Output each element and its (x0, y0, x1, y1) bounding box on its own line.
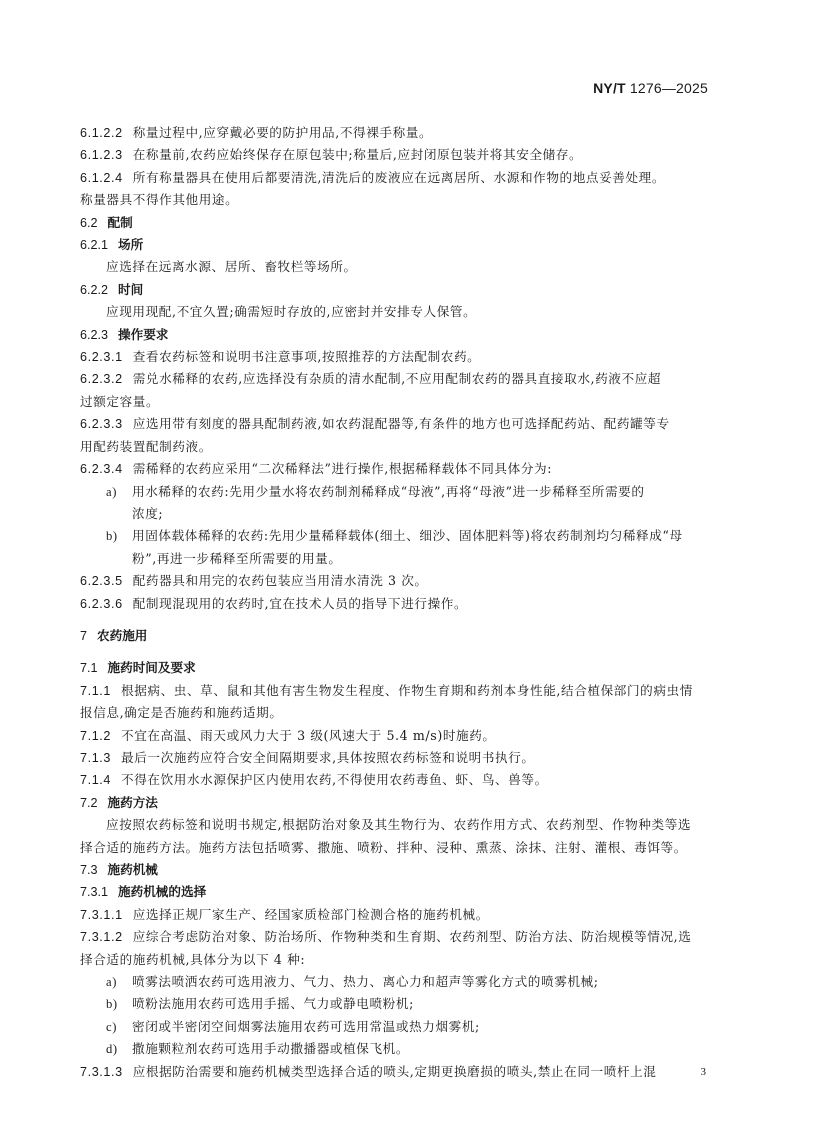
clause-7-3-1-2: 7.3.1.2 应综合考虑防治对象、防治场所、作物种类和生育期、农药剂型、防治方法、防治规模等情况,选 (80, 929, 692, 945)
paragraph-7-2: 应按照农药标签和说明书规定,根据防治对象及其生物行为、农药作用方式、农药剂型、作物种类等选 (106, 817, 692, 833)
clause-6-1-2-2: 6.1.2.2 称量过程中,应穿戴必要的防护用品,不得裸手称量。 (80, 125, 433, 140)
list-item-7-3-1-2-b: b) 喷粉法施用农药可选用手摇、气力或静电喷粉机; (106, 996, 414, 1012)
clause-7-1-1-cont: 报信息,确定是否施药和施药适期。 (80, 705, 283, 721)
clause-6-2-3-5: 6.2.3.5 配药器具和用完的农药包装应当用清水清洗 3 次。 (80, 573, 428, 589)
paragraph-7-2-cont: 择合适的施药方法。施药方法包括喷雾、撒施、喷粉、拌种、浸种、熏蒸、涂抹、注射、灌根、毒饵等。 (80, 839, 687, 855)
clause-7-1-4: 7.1.4 不得在饮用水水源保护区内使用农药,不得使用农药毒鱼、虾、鸟、兽等。 (80, 772, 548, 788)
standard-header (593, 80, 708, 96)
clause-6-1-2-4-cont: 称量器具不得作其他用途。 (80, 192, 239, 208)
page-number: 3 (700, 1066, 706, 1078)
clause-7-3-1-1: 7.3.1.1 应选择正规厂家生产、经国家质检部门检测合格的施药机械。 (80, 906, 489, 922)
clause-7-1-2: 7.1.2 不宜在高温、雨天或风力大于 3 级(风速大于 5.4 m/s)时施药。 (80, 727, 496, 743)
clause-6-2-3-4: 6.2.3.4 需稀释的农药应采用“二次稀释法”进行操作,根据稀释载体不同具体分为: (80, 461, 553, 477)
list-item-7-3-1-2-c: c) 密闭或半密闭空间烟雾法施用农药可选用常温或热力烟雾机; (106, 1018, 480, 1034)
clause-6-2-3-3-cont: 用配药装置配制药液。 (80, 438, 212, 454)
list-item-6-2-3-4-b-cont: 粉”,再进一步稀释至所需要的用量。 (132, 550, 342, 566)
chapter-heading-7: 7 农药施用 (80, 628, 148, 643)
clause-6-1-2-3: 6.1.2.3 在称量前,农药应始终保存在原包装中;称量后,应封闭原包装并将其安全储存。 (80, 147, 583, 163)
list-item-6-2-3-4-a: a) 用水稀释的农药:先用少量水将农药制剂稀释成“母液”,再将“母液”进一步稀释至所需要的 (106, 483, 645, 499)
section-heading-7-1: 7.1 施药时间及要求 (80, 661, 196, 676)
clause-6-2-3-1: 6.2.3.1 查看农药标签和说明书注意事项,按照推荐的方法配制农药。 (80, 349, 481, 365)
section-heading-6-2-2: 6.2.2 时间 (80, 282, 144, 297)
section-heading-6-2: 6.2 配制 (80, 215, 133, 230)
clause-6-2-3-2-cont: 过额定容量。 (80, 393, 160, 409)
clause-6-2-3-3: 6.2.3.3 应选用带有刻度的器具配制药液,如农药混配器等,有条件的地方也可选择配药站、配药罐等专 (80, 416, 670, 432)
section-heading-7-3: 7.3 施药机械 (80, 863, 158, 877)
clause-7-3-1-2-cont: 择合适的施药机械,具体分为以下 4 种: (80, 951, 306, 967)
clause-6-2-3-2: 6.2.3.2 需兑水稀释的农药,应选择没有杂质的清水配制,不应用配制农药的器具直接取水,药液不应超 (80, 371, 662, 387)
clause-7-1-3: 7.1.3 最后一次施药应符合安全间隔期要求,具体按照农药标签和说明书执行。 (80, 749, 535, 765)
standard-code: NY/T (593, 80, 626, 96)
document-body (80, 122, 706, 1083)
standard-number: 1276—2025 (629, 80, 708, 96)
section-heading-7-2: 7.2 施药方法 (80, 795, 158, 810)
paragraph-6-2-2: 应现用现配,不宜久置;确需短时存放的,应密封并安排专人保管。 (106, 304, 477, 320)
list-item-6-2-3-4-a-cont: 浓度; (132, 505, 164, 521)
list-item-7-3-1-2-d: d) 撒施颗粒剂农药可选用手动撒播器或植保飞机。 (106, 1041, 410, 1057)
section-heading-6-2-1: 6.2.1 场所 (80, 238, 144, 253)
clause-7-1-1: 7.1.1 根据病、虫、草、鼠和其他有害生物发生程度、作物生育期和药剂本身性能,结合植保部门的病虫情 (80, 682, 693, 698)
clause-7-3-1-3: 7.3.1.3 应根据防治需要和施药机械类型选择合适的喷头,定期更换磨损的喷头,禁止在同一喷杆上混 (80, 1063, 657, 1079)
section-heading-6-2-3: 6.2.3 操作要求 (80, 327, 169, 342)
section-heading-7-3-1: 7.3.1 施药机械的选择 (80, 885, 207, 900)
list-item-6-2-3-4-b: b) 用固体载体稀释的农药:先用少量稀释载体(细土、细沙、固体肥料等)将农药制剂均匀稀释成“母 (106, 528, 683, 544)
clause-6-2-3-6: 6.2.3.6 配制现混现用的农药时,宜在技术人员的指导下进行操作。 (80, 595, 468, 611)
paragraph-6-2-1: 应选择在远离水源、居所、畜牧栏等场所。 (106, 259, 357, 275)
clause-6-1-2-4: 6.1.2.4 所有称量器具在使用后都要清洗,清洗后的废液应在远离居所、水源和作物的地点妥善处理。 (80, 169, 666, 185)
list-item-7-3-1-2-a: a) 喷雾法喷洒农药可选用液力、气力、热力、离心力和超声等雾化方式的喷雾机械; (106, 974, 599, 990)
